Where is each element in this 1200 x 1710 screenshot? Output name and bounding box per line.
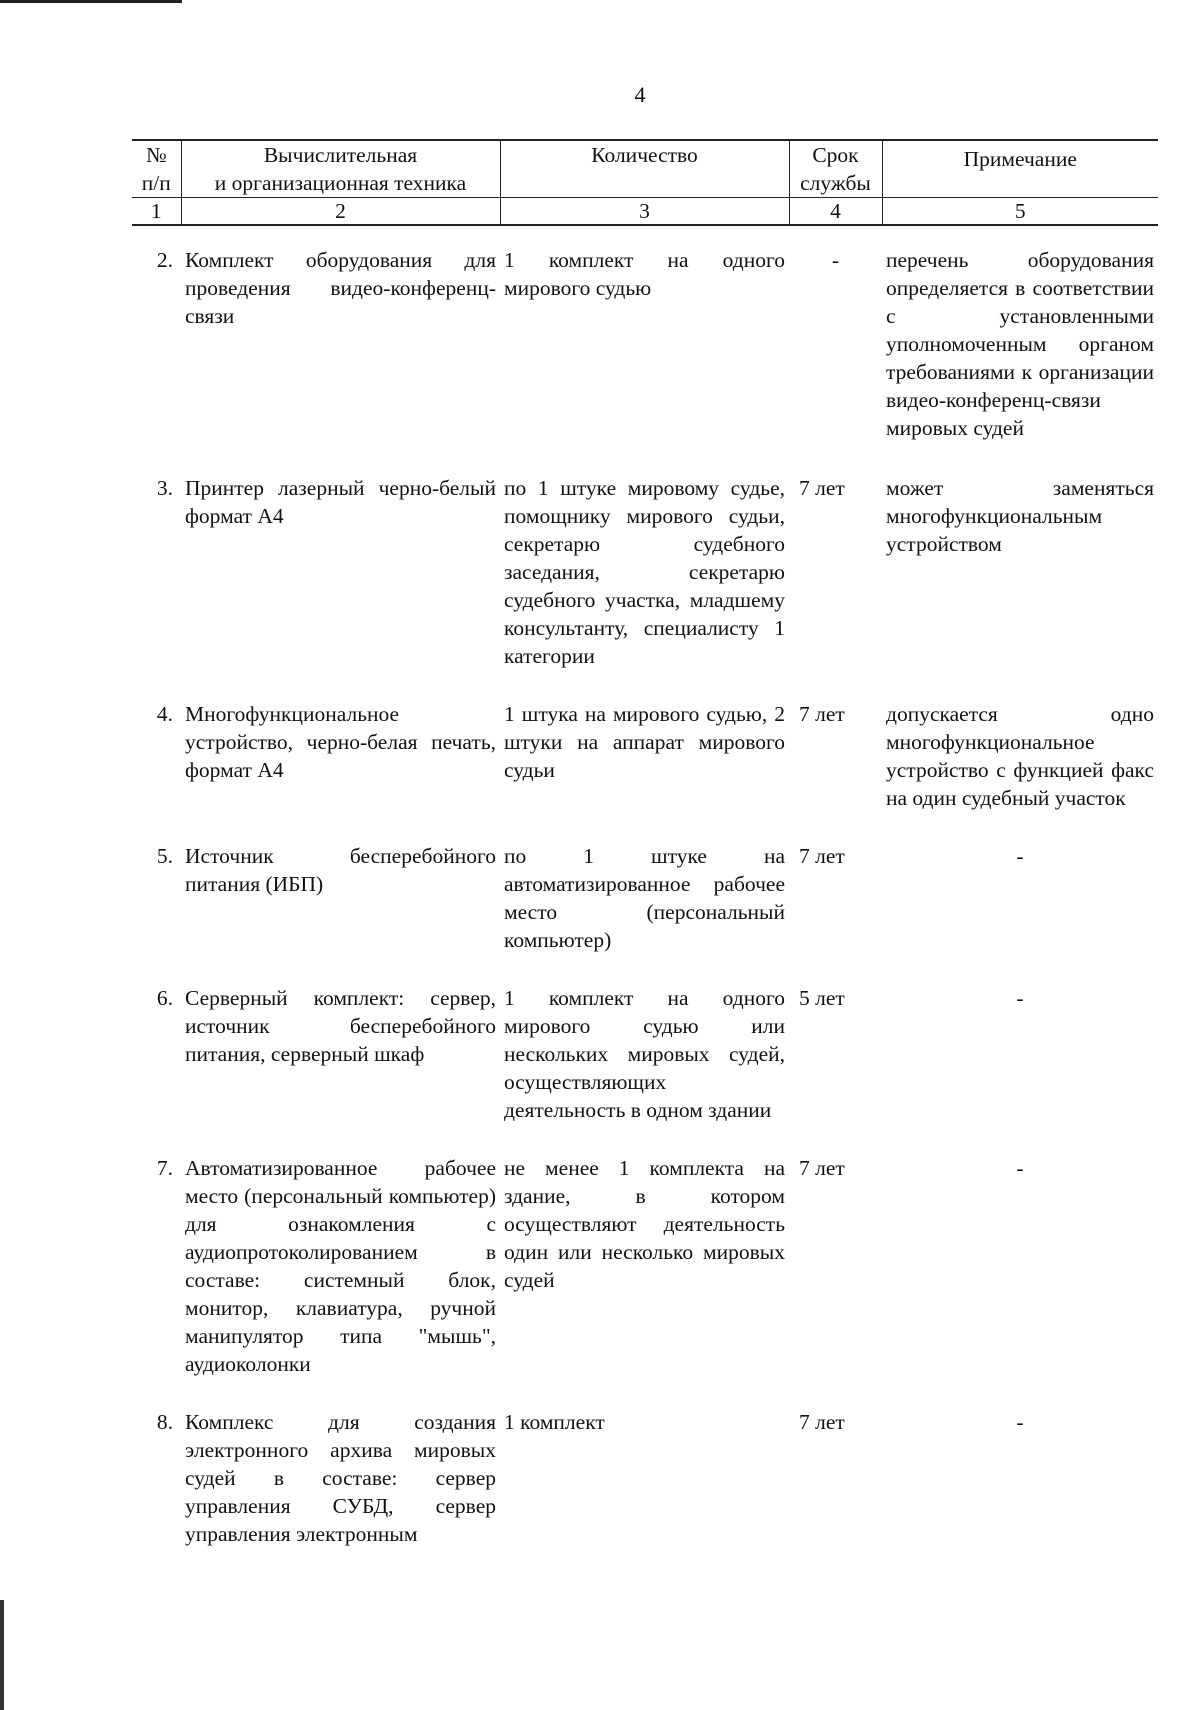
- equipment-name: Автоматизированное рабочее место (персональный компьютер) для ознакомления с аудиопротоколированием в составе: системный блок, монитор, клавиатура, ручной манипулятор типа "мышь", аудиоколонки: [185, 1156, 496, 1376]
- table-row: [132, 1408, 1158, 1578]
- header-service-life-line2: службы: [800, 171, 871, 195]
- table-row: [132, 984, 1158, 1154]
- header-service-life: [789, 140, 882, 198]
- service-life: -: [831, 248, 840, 272]
- table-row: [132, 842, 1158, 984]
- quantity: 1 комплект: [504, 1410, 605, 1434]
- table-row: [132, 1154, 1158, 1408]
- quantity: не менее 1 комплекта на здание, в котором осуществляют деятельность один или несколько мировых судей: [504, 1156, 785, 1292]
- note: -: [1016, 1156, 1024, 1180]
- header-note: Примечание: [882, 140, 1158, 198]
- table-row: [132, 474, 1158, 700]
- column-number: 5: [882, 198, 1158, 226]
- row-number: 6.: [156, 986, 173, 1010]
- note: перечень оборудования определяется в соответствии с установленными уполномоченным органом требованиями к организации видео-конференц-связи мировых судей: [886, 248, 1154, 440]
- header-equipment-line2: и организационная техника: [214, 171, 467, 195]
- header-equipment-line1: Вычислительная: [263, 143, 418, 167]
- note: может заменяться многофункциональным устройством: [886, 476, 1154, 556]
- row-number: 8.: [156, 1410, 173, 1434]
- header-number: [132, 140, 181, 198]
- service-life: 7 лет: [799, 844, 845, 868]
- equipment-name: Комплект оборудования для проведения видео-конференц-связи: [185, 248, 496, 328]
- equipment-table: [132, 139, 1158, 1578]
- service-life: 7 лет: [799, 1156, 845, 1180]
- note: -: [1016, 986, 1024, 1010]
- page-number: 4: [634, 82, 646, 107]
- scan-edge-mark: [0, 0, 182, 3]
- row-number: 3.: [156, 476, 173, 500]
- column-number: 2: [181, 198, 500, 226]
- service-life: 7 лет: [799, 702, 845, 726]
- quantity: по 1 штуке мировому судье, помощнику мирового судьи, секретарю судебного заседания, секретарю судебного участка, младшему консультанту, специалисту 1 категории: [504, 476, 785, 668]
- column-number: 4: [789, 198, 882, 226]
- header-quantity: Количество: [500, 140, 789, 198]
- column-numbering-row: [132, 198, 1158, 226]
- header-number-line2: п/п: [141, 171, 171, 195]
- quantity: 1 штука на мирового судью, 2 штуки на аппарат мирового судьи: [504, 702, 785, 782]
- equipment-name: Многофункциональное устройство, черно-белая печать, формат А4: [185, 702, 496, 782]
- table-row: [132, 700, 1158, 842]
- equipment-name: Комплекс для создания электронного архива мировых судей в составе: сервер управления СУБД, сервер управления электронным: [185, 1410, 496, 1546]
- scan-edge-mark: [0, 1600, 4, 1710]
- row-number: 4.: [156, 702, 173, 726]
- equipment-name: Принтер лазерный черно-белый формат А4: [185, 476, 496, 528]
- equipment-name: Серверный комплект: сервер, источник бесперебойного питания, серверный шкаф: [185, 986, 496, 1066]
- header-number-line1: №: [145, 143, 167, 167]
- header-equipment: [181, 140, 500, 198]
- quantity: по 1 штуке на автоматизированное рабочее место (персональный компьютер): [504, 844, 785, 952]
- note: -: [1016, 844, 1024, 868]
- service-life: 5 лет: [799, 986, 845, 1010]
- row-number: 7.: [156, 1156, 173, 1180]
- quantity: 1 комплект на одного мирового судью или нескольких мировых судей, осуществляющих деятельность в одном здании: [504, 986, 785, 1122]
- table-header-row: [132, 140, 1158, 198]
- service-life: 7 лет: [799, 476, 845, 500]
- row-number: 5.: [156, 844, 173, 868]
- note: допускается одно многофункциональное устройство с функцией факс на один судебный участок: [886, 702, 1154, 810]
- table-row: [132, 225, 1158, 474]
- column-number: 3: [500, 198, 789, 226]
- service-life: 7 лет: [799, 1410, 845, 1434]
- equipment-name: Источник бесперебойного питания (ИБП): [185, 844, 496, 896]
- header-service-life-line1: Срок: [812, 143, 859, 167]
- row-number: 2.: [156, 248, 173, 272]
- column-number: 1: [132, 198, 181, 226]
- quantity: 1 комплект на одного мирового судью: [504, 248, 785, 300]
- note: -: [1016, 1410, 1024, 1434]
